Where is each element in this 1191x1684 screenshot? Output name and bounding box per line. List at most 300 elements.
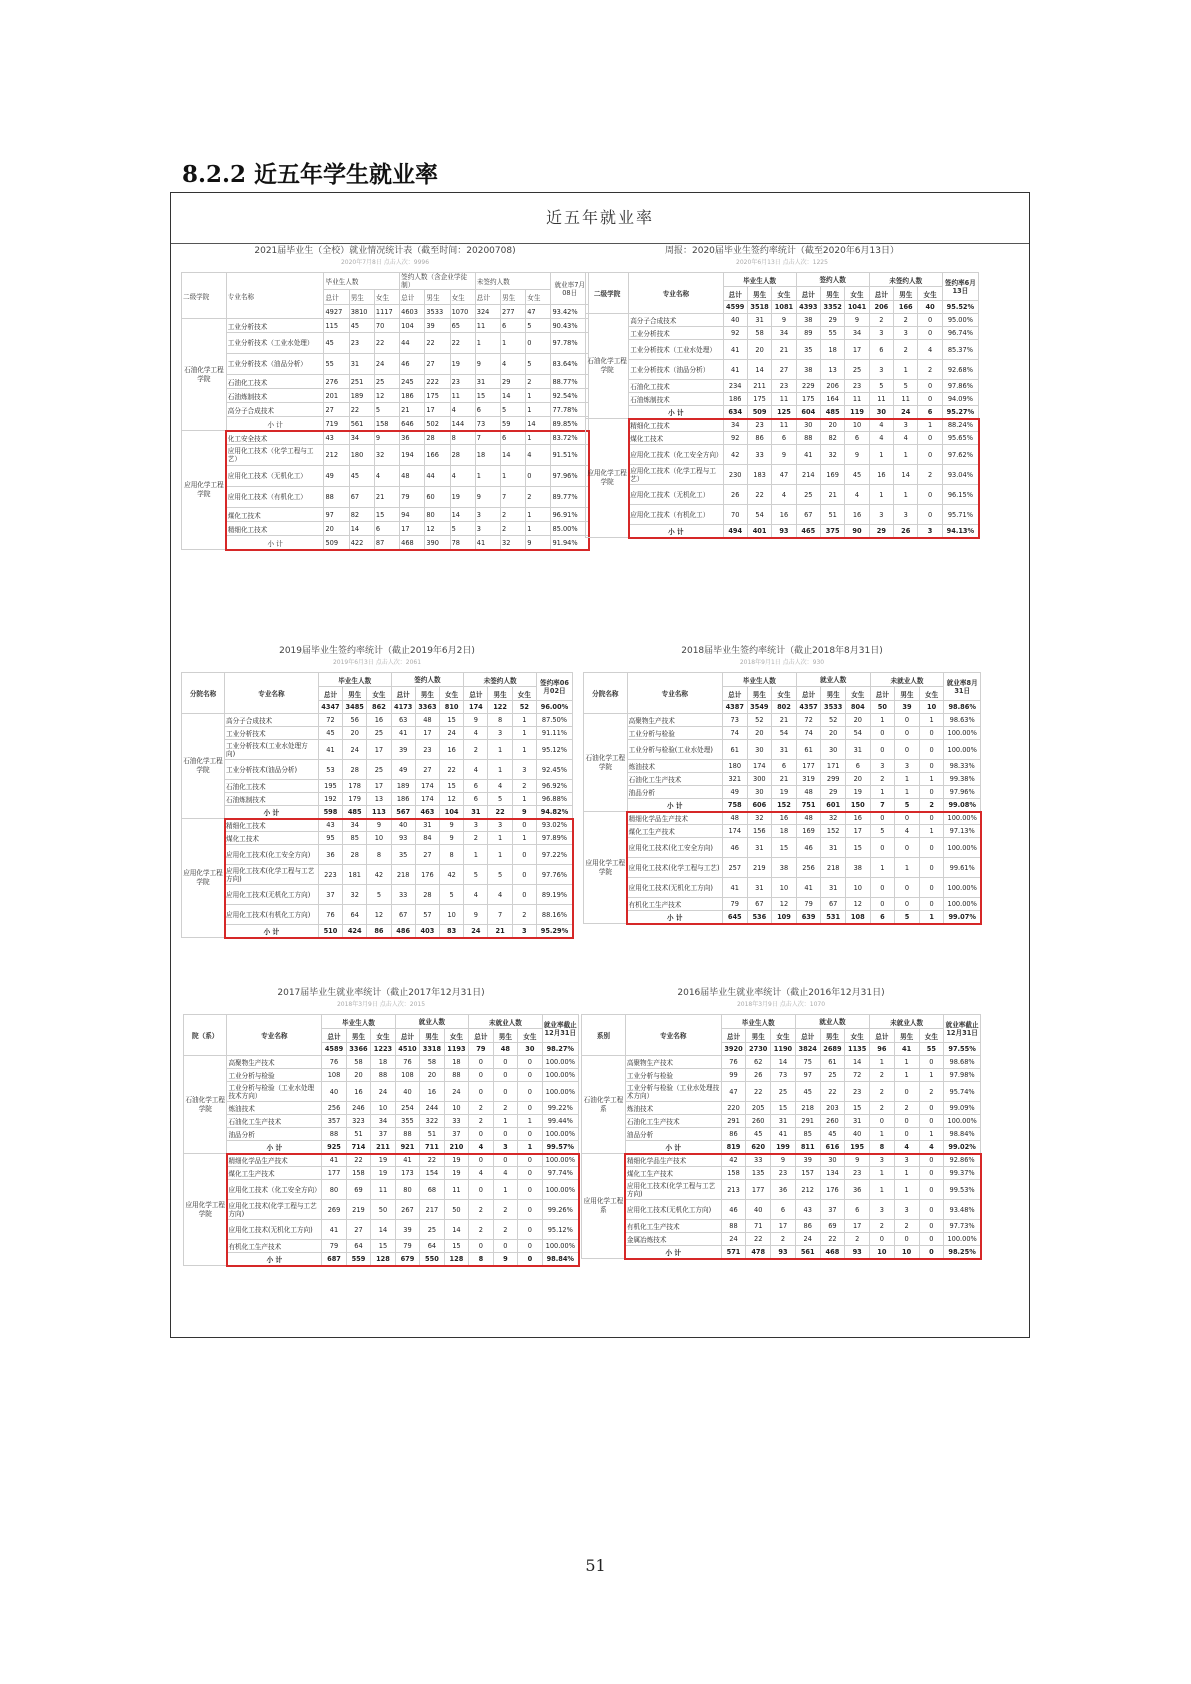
number-cell: 0 <box>895 727 920 740</box>
number-cell: 40 <box>391 819 415 832</box>
number-cell: 4 <box>488 780 512 793</box>
number-cell: 125 <box>772 406 796 419</box>
number-cell: 46 <box>721 1200 746 1220</box>
total-cell: 40 <box>918 301 942 314</box>
rate-cell: 96.74% <box>942 327 978 340</box>
number-cell: 42 <box>440 865 464 885</box>
table-row <box>586 327 979 340</box>
total-cell: 174 <box>464 701 488 714</box>
number-cell: 5 <box>367 885 391 905</box>
table-row <box>184 1115 579 1128</box>
number-cell: 18 <box>475 445 500 466</box>
total-cell: 3518 <box>747 301 771 314</box>
number-cell: 41 <box>475 536 500 550</box>
number-cell: 230 <box>723 465 747 485</box>
number-cell: 4 <box>464 727 488 740</box>
major-col-header: 专业名称 <box>227 1015 322 1056</box>
number-cell: 357 <box>322 1115 346 1128</box>
number-cell: 175 <box>425 389 450 403</box>
number-cell: 1 <box>918 419 942 432</box>
rate-cell: 94.82% <box>536 806 572 819</box>
subtotal-row <box>182 925 573 938</box>
table-row <box>184 1082 579 1102</box>
number-cell: 15 <box>374 508 399 522</box>
sub-header: 总计 <box>870 687 895 701</box>
sub-header: 女生 <box>371 1029 395 1043</box>
number-cell: 6 <box>475 403 500 417</box>
total-cell: 41 <box>894 1043 919 1056</box>
number-cell: 321 <box>722 773 747 786</box>
table-row <box>584 838 981 858</box>
number-cell: 21 <box>772 714 797 727</box>
table-row <box>182 487 589 508</box>
number-cell: 3 <box>894 419 918 432</box>
number-cell: 2 <box>512 780 536 793</box>
number-cell: 19 <box>444 1167 468 1180</box>
number-cell: 9 <box>464 714 488 727</box>
major-cell: 有机化工生产技术 <box>227 1240 322 1253</box>
number-cell: 203 <box>820 1102 845 1115</box>
table-row <box>184 1102 579 1115</box>
rate-cell: 95.27% <box>942 406 978 419</box>
major-cell: 应用化工技术（有机化工） <box>629 505 723 525</box>
number-cell: 7 <box>870 799 895 812</box>
number-cell: 27 <box>415 760 439 780</box>
number-cell: 11 <box>444 1180 468 1200</box>
number-cell: 49 <box>722 786 747 799</box>
number-cell: 108 <box>322 1069 346 1082</box>
number-cell: 2 <box>894 1102 919 1115</box>
major-cell: 小 计 <box>225 806 319 819</box>
number-cell: 260 <box>820 1115 845 1128</box>
number-cell: 0 <box>918 485 942 505</box>
number-cell: 135 <box>746 1167 771 1180</box>
number-cell: 424 <box>343 925 367 938</box>
number-cell: 1 <box>895 858 920 878</box>
number-cell: 93 <box>391 832 415 845</box>
number-cell: 251 <box>349 375 374 389</box>
number-cell: 634 <box>723 406 747 419</box>
number-cell: 5 <box>526 354 551 375</box>
number-cell: 5 <box>870 825 895 838</box>
number-cell: 509 <box>324 536 349 550</box>
rate-cell: 100.00% <box>944 838 981 858</box>
table-row <box>182 466 589 487</box>
number-cell: 23 <box>450 375 475 389</box>
number-cell: 9 <box>440 819 464 832</box>
number-cell: 34 <box>349 431 374 445</box>
number-cell: 34 <box>343 819 367 832</box>
rate-cell: 89.19% <box>536 885 572 905</box>
number-cell: 486 <box>391 925 415 938</box>
section-heading: 8.2.2 近五年学生就业率 <box>182 161 439 188</box>
number-cell: 21 <box>772 773 797 786</box>
number-cell: 55 <box>820 327 844 340</box>
number-cell: 3 <box>512 925 536 938</box>
number-cell: 21 <box>820 485 844 505</box>
table-row <box>586 380 979 393</box>
number-cell: 20 <box>343 727 367 740</box>
sub-header: 女生 <box>919 1029 944 1043</box>
number-cell: 40 <box>723 314 747 327</box>
rate-cell: 88.24% <box>942 419 978 432</box>
table-row <box>182 760 573 780</box>
number-cell: 58 <box>346 1056 370 1069</box>
number-cell: 16 <box>420 1082 444 1102</box>
number-cell: 51 <box>346 1128 370 1141</box>
number-cell: 62 <box>746 1056 771 1069</box>
number-cell: 154 <box>420 1167 444 1180</box>
number-cell: 90 <box>845 525 869 538</box>
major-cell: 工业分析与检验(工业水处理) <box>627 740 722 760</box>
major-cell: 炼油技术 <box>227 1102 322 1115</box>
number-cell: 79 <box>322 1240 346 1253</box>
number-cell: 28 <box>415 885 439 905</box>
table-wrap <box>585 272 979 538</box>
number-cell: 57 <box>415 905 439 925</box>
number-cell: 1 <box>870 1167 895 1180</box>
number-cell: 1 <box>919 1069 944 1082</box>
number-cell: 31 <box>845 1115 870 1128</box>
number-cell: 5 <box>464 865 488 885</box>
number-cell: 63 <box>391 714 415 727</box>
number-cell: 176 <box>820 1180 845 1200</box>
number-cell: 616 <box>820 1141 845 1154</box>
number-cell: 0 <box>894 1128 919 1141</box>
number-cell: 2 <box>493 1220 517 1240</box>
number-cell: 40 <box>845 1128 870 1141</box>
major-cell: 应用化工技术(化学工程与工艺) <box>627 858 722 878</box>
number-cell: 819 <box>721 1141 746 1154</box>
number-cell: 49 <box>324 466 349 487</box>
table-row <box>582 1102 981 1115</box>
number-cell: 74 <box>796 727 821 740</box>
major-col-header: 专业名称 <box>225 673 319 714</box>
number-cell: 509 <box>747 406 771 419</box>
total-cell: 3920 <box>721 1043 746 1056</box>
college-cell: 应用化学工程学院 <box>586 419 629 538</box>
number-cell: 19 <box>444 1154 468 1167</box>
number-cell: 13 <box>820 360 844 380</box>
number-cell: 24 <box>464 925 488 938</box>
number-cell: 2 <box>771 1233 796 1246</box>
number-cell: 2 <box>469 1102 493 1115</box>
number-cell: 53 <box>318 760 342 780</box>
number-cell: 244 <box>420 1102 444 1115</box>
sub-header: 男生 <box>895 687 920 701</box>
number-cell: 92 <box>723 327 747 340</box>
number-cell: 26 <box>746 1069 771 1082</box>
number-cell: 30 <box>821 740 846 760</box>
number-cell: 11 <box>845 393 869 406</box>
number-cell: 17 <box>400 522 425 536</box>
number-cell: 115 <box>324 319 349 333</box>
major-cell: 工业分析与检验 <box>625 1069 721 1082</box>
number-cell: 4 <box>450 403 475 417</box>
number-cell: 6 <box>772 432 796 445</box>
total-cell: 3549 <box>747 701 772 714</box>
rate-cell: 87.50% <box>536 714 572 727</box>
number-cell: 128 <box>371 1253 395 1266</box>
number-cell: 180 <box>722 760 747 773</box>
number-cell: 12 <box>845 898 870 911</box>
number-cell: 128 <box>444 1253 468 1266</box>
number-cell: 19 <box>772 786 797 799</box>
rate-cell: 99.08% <box>944 799 981 812</box>
number-cell: 41 <box>796 445 820 465</box>
number-cell: 16 <box>367 714 391 727</box>
number-cell: 16 <box>440 740 464 760</box>
number-cell: 0 <box>512 819 536 832</box>
number-cell: 0 <box>469 1082 493 1102</box>
number-cell: 210 <box>444 1141 468 1154</box>
rate-cell: 99.37% <box>944 1167 981 1180</box>
number-cell: 25 <box>420 1220 444 1240</box>
number-cell: 2 <box>870 1082 895 1102</box>
number-cell: 0 <box>512 865 536 885</box>
number-cell: 0 <box>895 740 920 760</box>
number-cell: 20 <box>346 1069 370 1082</box>
number-cell: 55 <box>324 354 349 375</box>
number-cell: 48 <box>722 812 747 825</box>
number-cell: 1 <box>894 360 918 380</box>
number-cell: 70 <box>723 505 747 525</box>
number-cell: 12 <box>425 522 450 536</box>
number-cell: 23 <box>845 1082 870 1102</box>
major-cell: 油品分析 <box>625 1128 721 1141</box>
sub-header: 男生 <box>821 687 846 701</box>
major-cell: 工业分析技术（工业水处理） <box>226 333 324 354</box>
number-cell: 1 <box>919 911 944 924</box>
major-cell: 应用化工技术(化学工程与工艺方向) <box>225 865 319 885</box>
number-cell: 15 <box>772 838 797 858</box>
number-cell: 109 <box>772 911 797 924</box>
number-cell: 54 <box>747 505 771 525</box>
number-cell: 468 <box>400 536 425 550</box>
number-cell: 2 <box>869 314 893 327</box>
number-cell: 0 <box>518 1082 542 1102</box>
number-cell: 17 <box>425 403 450 417</box>
rate-cell: 99.53% <box>944 1180 981 1200</box>
number-cell: 5 <box>450 522 475 536</box>
number-cell: 42 <box>723 445 747 465</box>
sub-header: 总计 <box>475 290 500 305</box>
number-cell: 5 <box>895 799 920 812</box>
major-cell: 应用化工技术(化工安全方向) <box>627 838 722 858</box>
number-cell: 14 <box>444 1220 468 1240</box>
number-cell: 75 <box>795 1056 820 1069</box>
number-cell: 0 <box>919 838 944 858</box>
number-cell: 276 <box>324 375 349 389</box>
number-cell: 0 <box>493 1082 517 1102</box>
number-cell: 175 <box>747 393 771 406</box>
number-cell: 43 <box>795 1200 820 1220</box>
number-cell: 10 <box>845 878 870 898</box>
total-cell: 4589 <box>322 1043 346 1056</box>
number-cell: 21 <box>772 340 796 360</box>
number-cell: 0 <box>894 1082 919 1102</box>
table-wrap <box>583 672 981 924</box>
number-cell: 0 <box>895 812 920 825</box>
number-cell: 15 <box>371 1240 395 1253</box>
number-cell: 44 <box>400 333 425 354</box>
number-cell: 1 <box>870 714 895 727</box>
number-cell: 1 <box>493 1180 517 1200</box>
number-cell: 4 <box>919 1141 944 1154</box>
table-row <box>584 898 981 911</box>
number-cell: 213 <box>721 1180 746 1200</box>
number-cell: 1 <box>488 760 512 780</box>
total-cell: 324 <box>475 305 500 319</box>
number-cell: 61 <box>722 740 747 760</box>
number-cell: 88 <box>324 487 349 508</box>
sub-header: 女生 <box>918 287 942 301</box>
number-cell: 41 <box>771 1128 796 1141</box>
number-cell: 6 <box>845 432 869 445</box>
number-cell: 60 <box>425 487 450 508</box>
number-cell: 22 <box>820 1233 845 1246</box>
sub-header: 男生 <box>420 1029 444 1043</box>
number-cell: 67 <box>796 505 820 525</box>
rate-cell: 96.15% <box>942 485 978 505</box>
rate-cell: 100.00% <box>542 1056 578 1069</box>
rate-cell: 92.45% <box>536 760 572 780</box>
number-cell: 27 <box>772 360 796 380</box>
rate-cell: 98.84% <box>542 1253 578 1266</box>
number-cell: 32 <box>820 445 844 465</box>
number-cell: 4 <box>895 825 920 838</box>
college-col-header: 二级学院 <box>586 273 629 314</box>
number-cell: 99 <box>721 1069 746 1082</box>
signed-header: 就业人数 <box>395 1015 468 1029</box>
number-cell: 0 <box>493 1240 517 1253</box>
major-cell: 高分子合成技术 <box>226 403 324 417</box>
number-cell: 604 <box>796 406 820 419</box>
number-cell: 4 <box>869 432 893 445</box>
number-cell: 45 <box>324 333 349 354</box>
rate-cell: 99.07% <box>944 911 981 924</box>
number-cell: 174 <box>415 780 439 793</box>
number-cell: 0 <box>919 898 944 911</box>
number-cell: 45 <box>845 465 869 485</box>
total-cell: 96.00% <box>536 701 572 714</box>
total-cell: 810 <box>440 701 464 714</box>
number-cell: 267 <box>395 1200 419 1220</box>
number-cell: 25 <box>845 360 869 380</box>
number-cell: 31 <box>464 806 488 819</box>
rate-header: 签约率06月02日 <box>536 673 572 701</box>
major-cell: 工业分析技术 <box>225 727 319 740</box>
number-cell: 3 <box>895 760 920 773</box>
table-row <box>182 793 573 806</box>
number-cell: 22 <box>346 1154 370 1167</box>
table-row <box>586 432 979 445</box>
rate-cell: 97.74% <box>542 1167 578 1180</box>
number-cell: 217 <box>420 1200 444 1220</box>
subtotal-row <box>586 525 979 538</box>
number-cell: 32 <box>747 812 772 825</box>
number-cell: 178 <box>343 780 367 793</box>
total-cell: 862 <box>367 701 391 714</box>
number-cell: 82 <box>820 432 844 445</box>
number-cell: 0 <box>919 1056 944 1069</box>
table-meta: 2020年7月8日 点击人次：9996 <box>340 259 430 266</box>
rate-cell: 100.00% <box>944 1115 981 1128</box>
total-cell: 122 <box>488 701 512 714</box>
table-row <box>582 1056 981 1069</box>
rate-cell: 95.71% <box>942 505 978 525</box>
number-cell: 9 <box>440 832 464 845</box>
number-cell: 23 <box>845 1167 870 1180</box>
number-cell: 67 <box>747 898 772 911</box>
number-cell: 0 <box>919 812 944 825</box>
number-cell: 0 <box>870 898 895 911</box>
sub-header: 总计 <box>322 1029 346 1043</box>
number-cell: 73 <box>475 417 500 431</box>
number-cell: 51 <box>820 505 844 525</box>
major-cell: 石油化工技术 <box>629 380 723 393</box>
number-cell: 254 <box>395 1102 419 1115</box>
number-cell: 5 <box>894 380 918 393</box>
number-cell: 485 <box>820 406 844 419</box>
total-cell: 39 <box>895 701 920 714</box>
number-cell: 4 <box>450 466 475 487</box>
table-row <box>586 485 979 505</box>
graduates-header: 毕业生人数 <box>322 1015 395 1029</box>
total-cell: 96 <box>870 1043 895 1056</box>
graduates-header: 毕业生人数 <box>722 673 796 687</box>
rate-cell: 100.00% <box>542 1128 578 1141</box>
number-cell: 10 <box>845 419 869 432</box>
number-cell: 478 <box>746 1246 771 1259</box>
rate-header: 签约率6月13日 <box>942 273 978 301</box>
number-cell: 32 <box>501 536 526 550</box>
table-meta: 2020年6月13日 点击人次：1225 <box>736 259 828 266</box>
college-cell: 石油化学工程学院 <box>182 319 227 431</box>
number-cell: 80 <box>425 508 450 522</box>
sub-header: 女生 <box>444 1029 468 1043</box>
sub-header: 总计 <box>318 687 342 701</box>
number-cell: 84 <box>415 832 439 845</box>
number-cell: 94 <box>400 508 425 522</box>
number-cell: 31 <box>771 1115 796 1128</box>
rate-cell: 99.57% <box>542 1141 578 1154</box>
number-cell: 1 <box>894 1167 919 1180</box>
number-cell: 219 <box>346 1200 370 1220</box>
number-cell: 0 <box>918 445 942 465</box>
total-cell: 3533 <box>425 305 450 319</box>
number-cell: 567 <box>391 806 415 819</box>
rate-cell: 89.85% <box>551 417 589 431</box>
table-meta: 2018年3月9日 点击人次：2015 <box>336 1001 426 1008</box>
number-cell: 0 <box>919 1200 944 1220</box>
major-cell: 煤化工生产技术 <box>227 1167 322 1180</box>
number-cell: 176 <box>415 865 439 885</box>
number-cell: 1 <box>894 1180 919 1200</box>
number-cell: 72 <box>845 1069 870 1082</box>
number-cell: 6 <box>845 1200 870 1220</box>
major-cell: 小 计 <box>625 1246 721 1259</box>
rate-cell: 100.00% <box>944 898 981 911</box>
number-cell: 61 <box>796 740 821 760</box>
number-cell: 97 <box>795 1069 820 1082</box>
major-cell: 煤化工生产技术 <box>625 1167 721 1180</box>
number-cell: 0 <box>894 1115 919 1128</box>
number-cell: 0 <box>919 760 944 773</box>
college-cell: 应用化学工程学院 <box>584 812 628 924</box>
number-cell: 561 <box>795 1246 820 1259</box>
table-row <box>582 1069 981 1082</box>
